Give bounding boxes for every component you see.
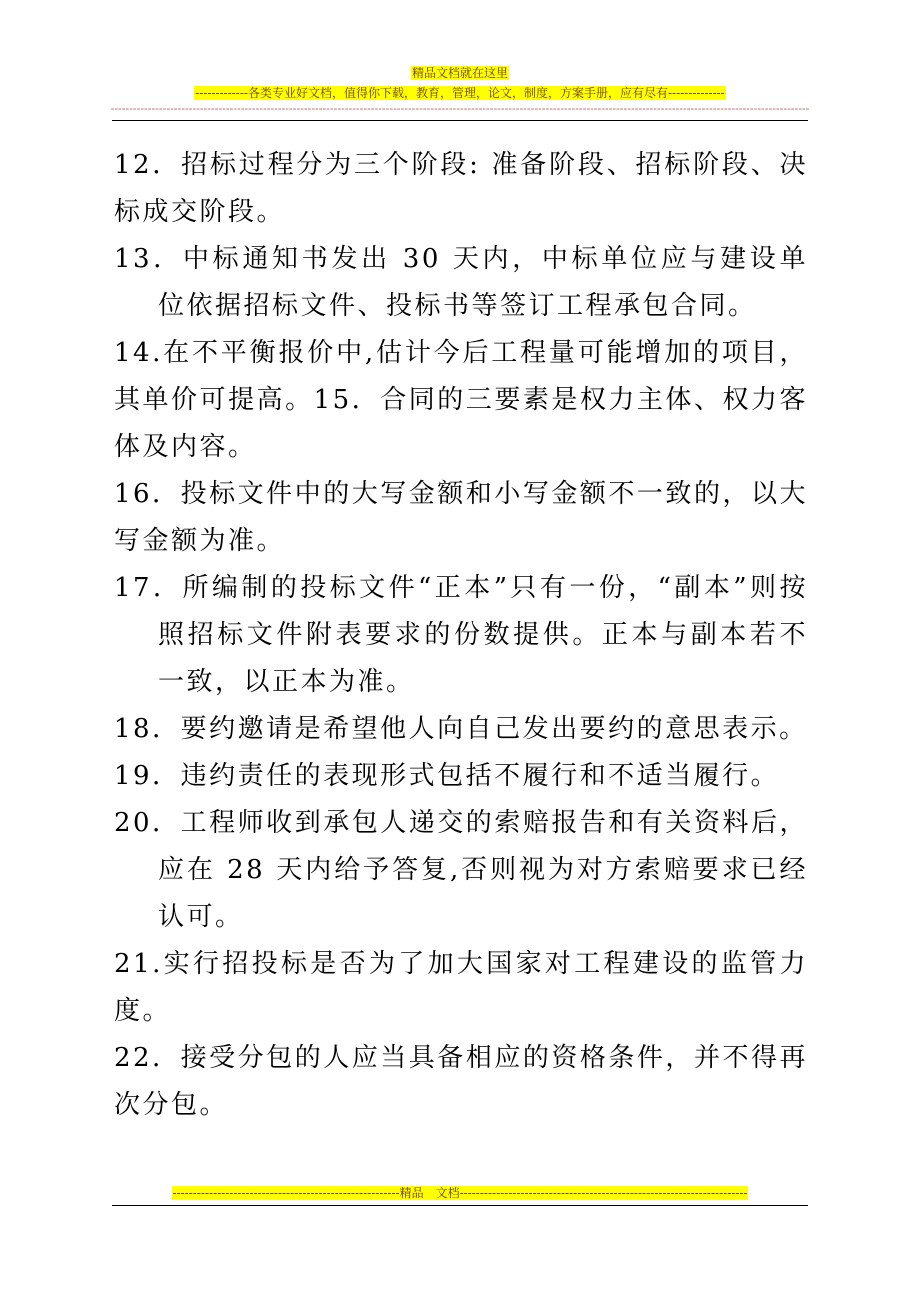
paragraph-12: 12．招标过程分为三个阶段: 准备阶段、招标阶段、决标成交阶段。 [114, 150, 808, 227]
paragraph-18: 18．要约邀请是希望他人向自己发出要约的意思表示。 [114, 714, 808, 744]
paragraph-21: 21.实行招投标是否为了加大国家对工程建设的监管力度。 [114, 949, 808, 1026]
document-body [114, 142, 808, 1129]
paragraph-16: 16．投标文件中的大写金额和小写金额不一致的，以大写金额为准。 [114, 479, 808, 556]
header-title [0, 66, 920, 80]
footer-rule [112, 1205, 808, 1206]
header-dash-line: -------------------------------------------------------------------------------------------------------------------------------------------------------------------------------------------- [110, 102, 810, 115]
header-title-text: 精品文档就在这里 [411, 66, 508, 80]
paragraph-14-15: 14.在不平衡报价中,估计今后工程量可能增加的项目，其单价可提高。15．合同的三要素是权力主体、权力客体及内容。 [114, 338, 808, 462]
header-rule [112, 120, 808, 121]
paragraph-13: 13．中标通知书发出 30 天内，中标单位应与建设单位依据招标文件、投标书等签订工程承包合同。 [114, 244, 808, 321]
header-slogan-text: -------------各类专业好文档，值得你下载，教育，管理，论文，制度，方案手册，应有尽有-------------- [195, 86, 725, 100]
paragraph-17: 17．所编制的投标文件“正本”只有一份，“副本”则按照招标文件附表要求的份数提供。正本与副本若不一致，以正本为准。 [114, 573, 808, 697]
footer-text: --------------------------------------------------------精品 文档----------------------------------------------------------------------- [172, 1186, 748, 1200]
footer [0, 1186, 920, 1200]
paragraph-22: 22．接受分包的人应当具备相应的资格条件，并不得再次分包。 [114, 1043, 808, 1120]
paragraph-19: 19．违约责任的表现形式包括不履行和不适当履行。 [114, 761, 780, 791]
paragraph-20: 20．工程师收到承包人递交的索赔报告和有关资料后，应在 28 天内给予答复,否则视为对方索赔要求已经认可。 [114, 808, 808, 932]
header-slogan [0, 86, 920, 100]
